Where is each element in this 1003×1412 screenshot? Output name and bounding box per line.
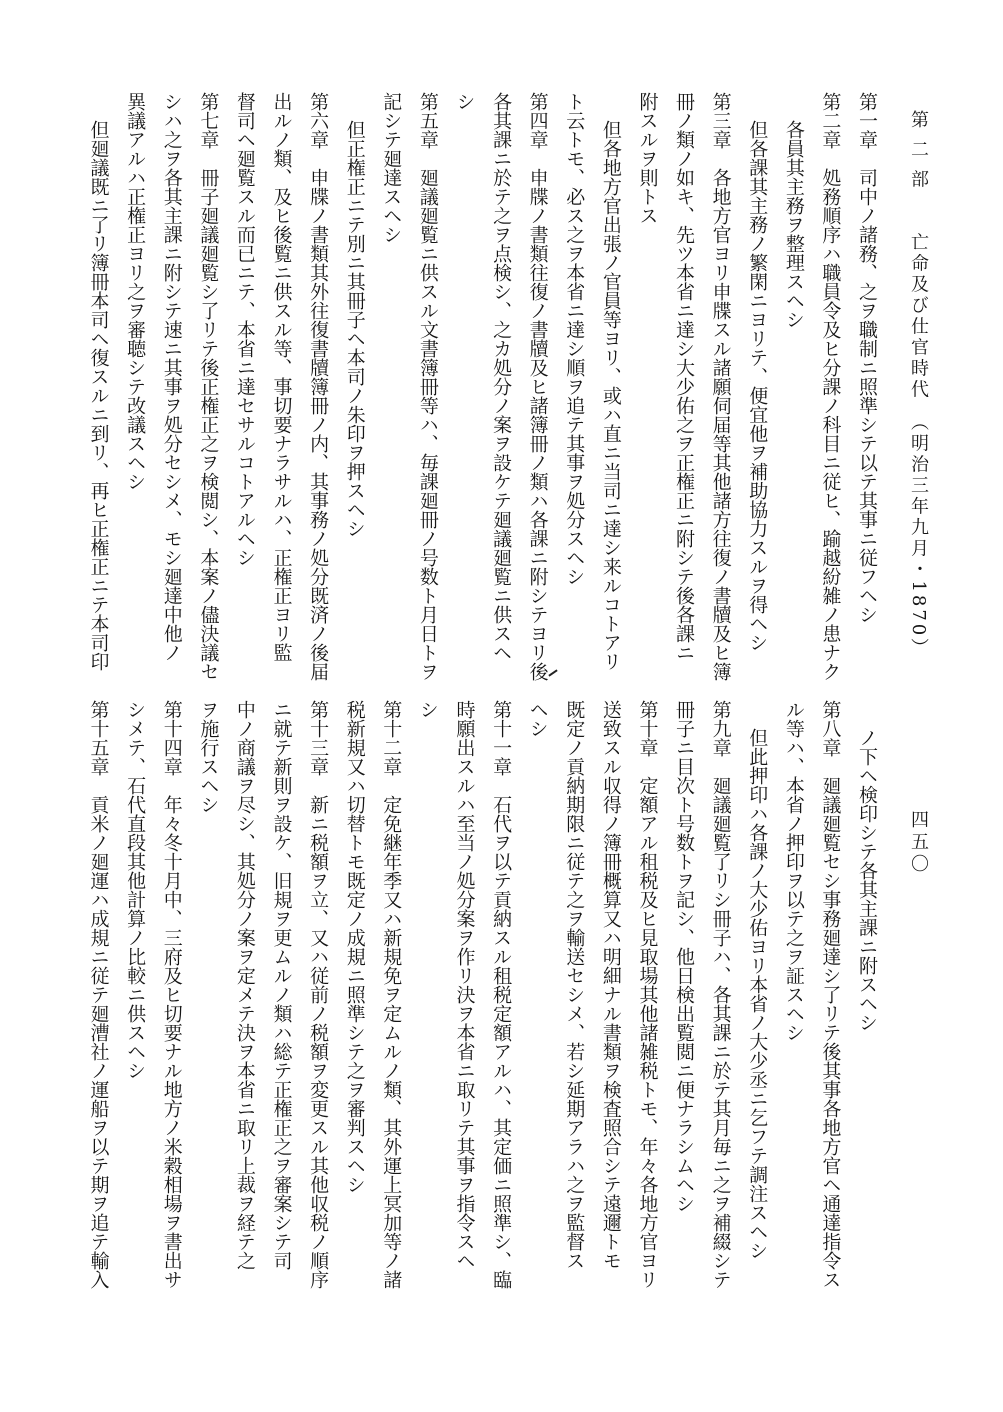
text-column: ル等ハ、本省ノ押印ヲ以テ之ヲ証スヘシ — [782, 700, 805, 1042]
text-column: シハ之ヲ各其主課ニ附シテ速ニ其事ヲ処分セシメ、モシ廻達中他ノ — [160, 92, 183, 662]
page-number: 四五〇 — [908, 810, 929, 876]
text-column: 税新規又ハ切替トモ既定ノ成規ニ照準シテ之ヲ審判スヘシ — [343, 700, 366, 1194]
text-column: 送致スル収得ノ簿冊概算又ハ明細ナル書類ヲ検査照合シテ遠邇トモ — [599, 700, 622, 1270]
text-column: 但各課其主務ノ繁閑ニヨリテ、便宜他ヲ補助協力スルヲ得ヘシ — [746, 120, 769, 652]
text-column: 中ノ商議ヲ尽シ、其処分ノ案ヲ定メテ決ヲ本省ニ取リ上裁ヲ経テ之 — [233, 700, 256, 1270]
text-column: 第二章 処務順序ハ職員令及ヒ分課ノ科目ニ従ヒ、踰越紛雑ノ患ナク — [819, 92, 842, 681]
text-column: 出ルノ類、及ヒ後覧ニ供スル等、事切要ナラサルハ、正権正ヨリ監 — [270, 92, 293, 662]
text-column: 第十一章 石代ヲ以テ貢納スル租税定額アルハ、其定価ニ照準シ、臨 — [490, 700, 513, 1289]
text-column: 第十五章 貢米ノ廻運ハ成規ニ従テ廻漕社ノ運船ヲ以テ期ヲ追テ輸入 — [87, 700, 110, 1289]
text-column: 督司ヘ廻覧スル而已ニテ、本省ニ達セサルコトアルヘシ — [233, 92, 256, 567]
text-column: 各員其主務ヲ整理スヘシ — [782, 120, 805, 329]
header-title: 亡命及び仕官時代 — [908, 232, 929, 401]
text-column: 第十章 定額アル租税及ヒ見取場其他諸雑税トモ、年々各地方官ヨリ — [636, 700, 659, 1289]
text-column: 第一章 司中ノ諸務、之ヲ職制ニ照準シテ以テ其事ニ従フヘシ — [856, 92, 878, 624]
text-column: ヘシ — [526, 700, 549, 738]
text-column: 但廻議既ニ了リ簿冊本司ヘ復スルニ到リ、再ヒ正権正ニテ本司印 — [87, 120, 110, 671]
text-column: 記シテ廻達スヘシ — [380, 92, 403, 244]
text-column: 第十四章 年々冬十月中、三府及ヒ切要ナル地方ノ米穀相場ヲ書出サ — [160, 700, 183, 1289]
text-column: 既定ノ貢納期限ニ従テ之ヲ輸送セシメ、若シ延期アラハ之ヲ監督ス — [563, 700, 586, 1270]
text-column: 各其課ニ於テ之ヲ点検シ、之カ処分ノ案ヲ設ケテ廻議廻覧ニ供スヘ — [490, 92, 513, 662]
header-date: （明治三年九月・1870） — [908, 421, 929, 660]
text-column: 第十二章 定免継年季又ハ新規免ヲ定ムルノ類、其外運上冥加等ノ諸 — [380, 700, 403, 1289]
text-column: ノ下ヘ検印シテ各其主課ニ附スヘシ — [856, 728, 878, 1032]
header-part: 第 二 部 — [908, 110, 929, 191]
text-column: 異議アルハ正権正ヨリ之ヲ審聴シテ改議スヘシ — [124, 92, 147, 491]
text-column: 第五章 廻議廻覧ニ供スル文書簿冊等ハ、毎課廻冊ノ号数ト月日トヲ — [416, 92, 439, 681]
text-column: 但此押印ハ各課ノ大少佑ヨリ本省ノ大少丞ニ乞フテ調注スヘシ — [746, 728, 769, 1260]
text-column: 但正権正ニテ別ニ其冊子ヘ本司ノ朱印ヲ押スヘシ — [343, 120, 366, 538]
text-column: シ — [416, 700, 439, 719]
text-column: 第八章 廻議廻覧セシ事務廻達シ了リテ後其事各地方官ヘ通達指令ス — [819, 700, 842, 1289]
text-column: シメテ、石代直段其他計算ノ比較ニ供スヘシ — [124, 700, 147, 1080]
upper-text-block — [85, 92, 885, 702]
text-column: ヲ施行スヘシ — [197, 700, 220, 814]
text-column: 第四章 申牒ノ書類往復ノ書牘及ヒ諸簿冊ノ類ハ各課ニ附シテヨリ後 — [526, 92, 549, 681]
text-column: シ — [453, 92, 476, 111]
text-column: ト云トモ、必ス之ヲ本省ニ達シ順ヲ追テ其事ヲ処分スヘシ — [563, 92, 586, 586]
text-column: 第七章 冊子廻議廻覧シ了リテ後正権正之ヲ検閲シ、本案ノ儘決議セ — [197, 92, 220, 681]
text-column: 第三章 各地方官ヨリ申牒スル諸願伺届等其他諸方往復ノ書牘及ヒ簿 — [709, 92, 732, 681]
lower-text-block — [85, 700, 885, 1360]
text-column: 第六章 申牒ノ書類其外往復書牘簿冊ノ内、其事務ノ処分既済ノ後届 — [307, 92, 330, 681]
text-column: 冊子ニ目次ト号数トヲ記シ、他日検出覧閲ニ便ナラシムヘシ — [673, 700, 696, 1213]
text-column: 第九章 廻議廻覧了リシ冊子ハ、各其課ニ於テ其月毎ニ之ヲ補綴シテ — [709, 700, 732, 1289]
text-column: 冊ノ類ノ如キ、先ツ本省ニ達シ大少佑之ヲ正権正ニ附シテ後各課ニ — [673, 92, 696, 662]
text-column: ニ就テ新則ヲ設ケ、旧規ヲ更ムルノ類ハ総テ正権正之ヲ審案シテ司 — [270, 700, 293, 1270]
text-column: 附スルヲ則トス — [636, 92, 659, 225]
text-column: 第十三章 新ニ税額ヲ立、又ハ従前ノ税額ヲ変更スル其他収税ノ順序 — [307, 700, 330, 1289]
text-column: 但各地方官出張ノ官員等ヨリ、或ハ直ニ当司ニ達シ来ルコトアリ — [599, 120, 622, 671]
running-header — [909, 110, 927, 659]
text-column: 時願出スルハ至当ノ処分案ヲ作リ決ヲ本省ニ取リテ其事ヲ指令スヘ — [453, 700, 476, 1270]
